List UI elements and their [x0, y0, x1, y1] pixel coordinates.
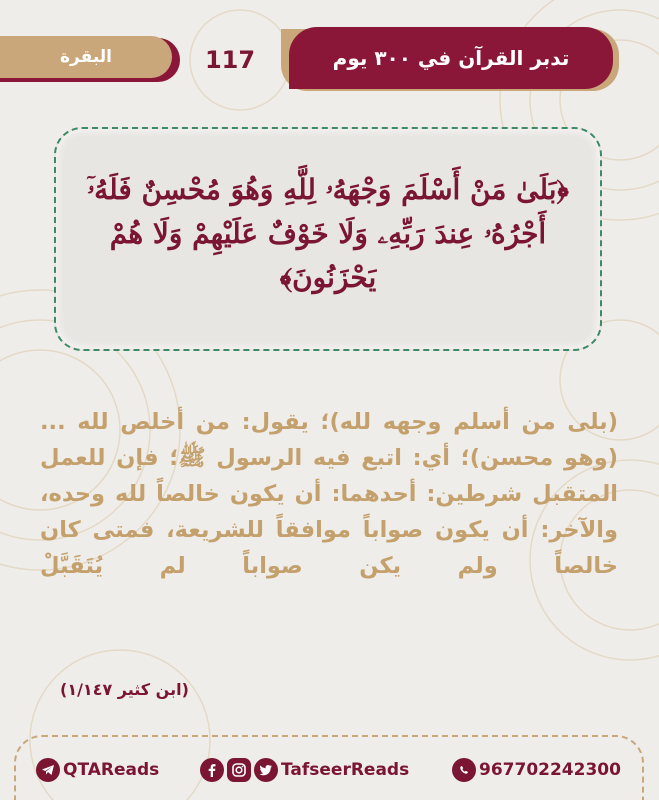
surah-name-text: البقرة: [60, 47, 112, 67]
instagram-icon[interactable]: [227, 758, 251, 782]
telegram-icon: [36, 758, 60, 782]
whatsapp-number: 967702242300: [479, 760, 621, 780]
social-links[interactable]: [200, 756, 409, 784]
surah-name: [0, 36, 172, 78]
page-title: [289, 27, 613, 89]
source-citation: (ابن كثير ١/١٤٧): [60, 680, 189, 699]
facebook-icon[interactable]: [200, 758, 224, 782]
commentary-text: (بلى من أسلم وجهه لله)؛ يقول: من أخلص لله ... (وهو محسن)؛ أي: اتبع فيه الرسول ﷺ؛ فإن للعمل المتقبل شرطين: أحدهما: أن يكون خالصاً لله وحده، والآخر: أن يكون صواباً موافقاً للشريعة، فمتى كان خالصاً ولم يكن صواباً لم يُتَقَبَّلْ: [40, 409, 618, 579]
telegram-link[interactable]: [36, 756, 159, 784]
page-number: 117: [204, 46, 256, 74]
social-handle: TafseerReads: [281, 760, 410, 780]
whatsapp-icon: [452, 758, 476, 782]
telegram-handle: QTAReads: [63, 760, 160, 780]
page-title-text: تدبر القرآن في ٣٠٠ يوم: [332, 46, 570, 70]
whatsapp-link[interactable]: [452, 756, 621, 784]
twitter-icon[interactable]: [254, 758, 278, 782]
verse-text: ﴿بَلَىٰ مَنْ أَسْلَمَ وَجْهَهُۥ لِلَّهِ وَهُوَ مُحْسِنٌ فَلَهُۥٓ أَجْرُهُۥ عِندَ رَبِّهِۦ وَلَا خَوْفٌ عَلَيْهِمْ وَلَا هُمْ يَحْزَنُونَ﴾: [87, 173, 569, 294]
